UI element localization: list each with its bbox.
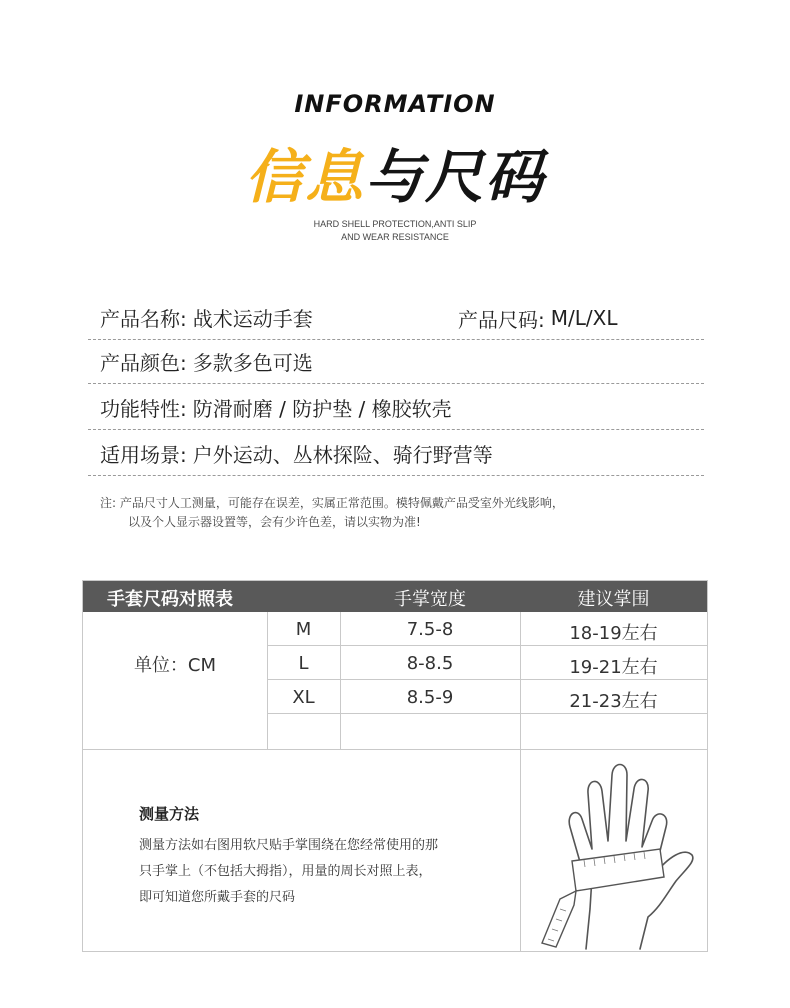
size-cell: M xyxy=(295,619,312,640)
info-scene-value: 户外运动、丛林探险、骑行野营等 xyxy=(192,443,493,467)
header-subtitle-line1: HARD SHELL PROTECTION,ANTI SLIP xyxy=(313,219,477,229)
measure-title: 测量方法 xyxy=(139,805,200,823)
size-chart-table xyxy=(82,580,708,952)
tape-tail xyxy=(542,891,576,947)
width-cell: 8-8.5 xyxy=(406,653,454,674)
size-cell: XL xyxy=(292,687,315,708)
measure-line3: 即可知道您所戴手套的尺码 xyxy=(139,890,296,905)
info-scene-label: 适用场景: xyxy=(100,443,187,467)
unit-label: 单位：CM xyxy=(133,655,217,676)
info-row-scene xyxy=(88,432,704,476)
info-feature-value: 防滑耐磨 / 防护垫 / 橡胶软壳 xyxy=(192,397,452,421)
info-size-value: M/L/XL xyxy=(550,306,618,330)
size-table-title: 手套尺码对照表 xyxy=(107,589,233,610)
measure-text xyxy=(139,833,509,911)
col-palm-girth: 建议掌围 xyxy=(577,589,650,610)
disclaimer-note xyxy=(100,494,710,532)
header-title-cn-dark: 与尺码 xyxy=(365,143,546,211)
header-title-cn-accent: 信息 xyxy=(244,143,365,211)
girth-cell: 21-23左右 xyxy=(569,691,658,712)
header-title-en: INFORMATION xyxy=(294,90,496,118)
header-subtitle xyxy=(0,218,790,244)
info-name-value: 战术运动手套 xyxy=(192,307,313,331)
girth-cell: 18-19左右 xyxy=(569,623,658,644)
hand-measure-illustration xyxy=(520,749,707,951)
size-table-header xyxy=(83,581,707,612)
width-cell: 8.5-9 xyxy=(406,687,454,708)
info-size-group xyxy=(458,296,617,340)
grid-line xyxy=(267,679,707,680)
header-subtitle-line2: AND WEAR RESISTANCE xyxy=(341,232,449,242)
note-line1: 注: 产品尺寸人工测量，可能存在误差，实属正常范围。模特佩戴产品受室外光线影响， xyxy=(100,496,564,510)
size-cell: L xyxy=(298,653,309,674)
info-row-color xyxy=(88,340,704,384)
measure-line1: 测量方法如右图用软尺贴手掌围绕在您经常使用的那 xyxy=(139,838,439,853)
tape-measure xyxy=(572,849,664,891)
girth-cell: 19-21左右 xyxy=(569,657,658,678)
grid-line xyxy=(267,713,707,714)
info-feature-label: 功能特性: xyxy=(100,397,187,421)
info-size-label: 产品尺码: xyxy=(458,307,545,332)
info-name-label: 产品名称: xyxy=(100,307,187,331)
col-palm-width: 手掌宽度 xyxy=(394,589,466,610)
header-title-cn xyxy=(0,130,790,214)
info-row-name xyxy=(88,296,704,340)
width-cell: 7.5-8 xyxy=(406,619,454,640)
info-row-feature xyxy=(88,386,704,430)
measure-line2: 只手掌上（不包括大拇指），用量的周长对照上表， xyxy=(139,864,432,879)
info-color-label: 产品颜色: xyxy=(100,351,187,375)
info-color-value: 多款多色可选 xyxy=(192,351,313,375)
grid-line xyxy=(267,645,707,646)
note-line2: 以及个人显示器设置等，会有少许色差，请以实物为准! xyxy=(128,515,421,529)
